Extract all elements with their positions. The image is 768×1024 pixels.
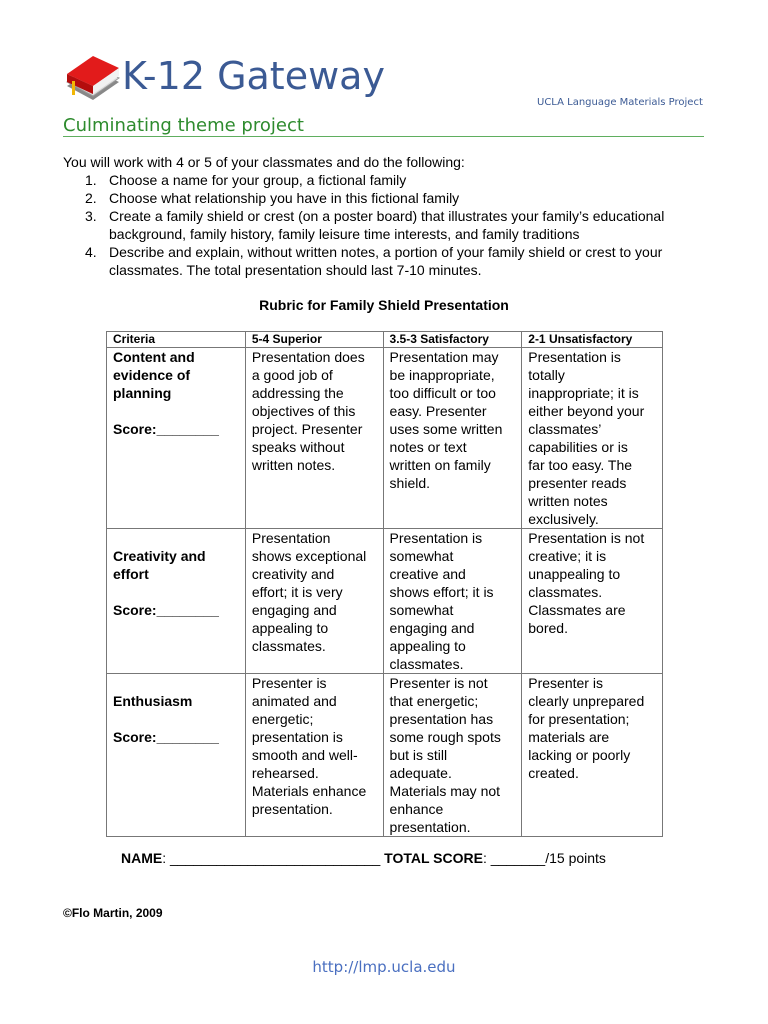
list-item [85, 243, 715, 279]
item-number: 1. [85, 172, 97, 188]
table-row [107, 529, 663, 674]
score-line [121, 850, 606, 866]
list-item [85, 171, 715, 189]
criteria-cell: Enthusiasm Score:________ [107, 674, 246, 837]
criteria-cell: Creativity and effort Score:________ [107, 529, 246, 674]
item-number: 2. [85, 190, 97, 206]
brand-title: K-12 Gateway [122, 54, 385, 98]
superior-cell: Presenter is animated and energetic; presentation is smooth and well- rehearsed. Materials enhance presentation. [245, 674, 383, 837]
table-row [107, 674, 663, 837]
unsatisfactory-cell: Presentation is not creative; it is unappealing to classmates. Classmates are bored. [522, 529, 663, 674]
satisfactory-cell: Presentation is somewhat creative and shows effort; it is somewhat engaging and appealing to classmates. [383, 529, 522, 674]
item-text: Choose a name for your group, a fictional family [109, 172, 407, 188]
header-satisfactory: 3.5-3 Satisfactory [383, 332, 522, 348]
rubric-table [106, 331, 663, 837]
page-subtitle: Culminating theme project [63, 115, 304, 136]
intro-text: You will work with 4 or 5 of your classmates and do the following: [63, 154, 465, 170]
criteria-cell: Content and evidence of planning Score:________ [107, 348, 246, 529]
satisfactory-cell: Presenter is not that energetic; presentation has some rough spots but is still adequate. Materials may not enhance presentation. [383, 674, 522, 837]
item-number: 3. [85, 208, 97, 224]
books-logo-icon [63, 48, 123, 106]
unsatisfactory-cell: Presenter is clearly unprepared for presentation; materials are lacking or poorly created. [522, 674, 663, 837]
superior-cell: Presentation does a good job of addressing the objectives of this project. Presenter speaks without written notes. [245, 348, 383, 529]
footer-url-link[interactable]: http://lmp.ucla.edu [312, 958, 456, 976]
project-name: UCLA Language Materials Project [537, 97, 703, 108]
item-number: 4. [85, 244, 97, 260]
header-divider [63, 136, 704, 137]
rubric-title: Rubric for Family Shield Presentation [259, 297, 509, 313]
superior-cell: Presentation shows exceptional creativity and effort; it is very engaging and appealing to classmates. [245, 529, 383, 674]
table-header-row [107, 332, 663, 348]
list-item [85, 189, 715, 207]
list-item [85, 207, 715, 243]
name-blank: : ___________________________ [162, 850, 385, 866]
satisfactory-cell: Presentation may be inappropriate, too difficult or too easy. Presenter uses some written notes or text written on family shield. [383, 348, 522, 529]
total-score-blank: : _______/15 points [482, 850, 606, 866]
unsatisfactory-cell: Presentation is totally inappropriate; it is either beyond your classmates’ capabilities or is far too easy. The presenter reads written notes exclusively. [522, 348, 663, 529]
item-text: Create a family shield or crest (on a poster board) that illustrates your family’s educational background, family history, family leisure time interests, and family traditions [109, 208, 665, 242]
steps-list [85, 171, 715, 279]
copyright: ©Flo Martin, 2009 [63, 906, 163, 920]
name-label: NAME [121, 850, 163, 866]
total-score-label: TOTAL SCORE [384, 850, 483, 866]
header-unsatisfactory: 2-1 Unsatisfactory [522, 332, 663, 348]
item-text: Choose what relationship you have in this fictional family [109, 190, 460, 206]
header-criteria: Criteria [107, 332, 246, 348]
table-row [107, 348, 663, 529]
item-text: Describe and explain, without written notes, a portion of your family shield or crest to your classmates. The total presentation should last 7-10 minutes. [109, 244, 663, 278]
header-superior: 5-4 Superior [245, 332, 383, 348]
